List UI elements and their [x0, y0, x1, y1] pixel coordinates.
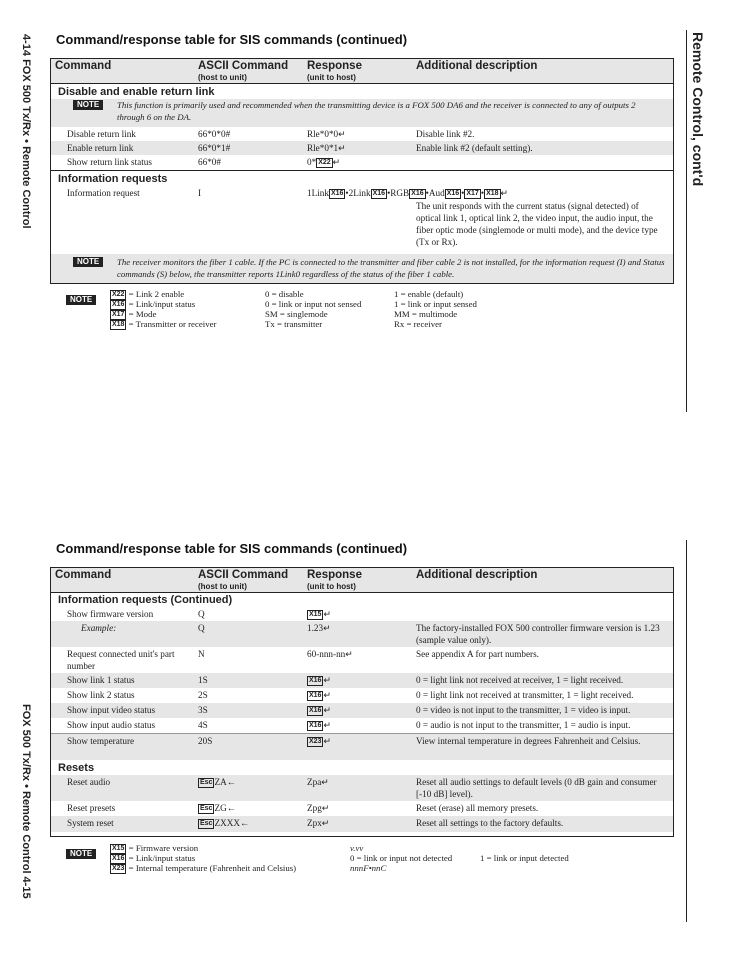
table-row [51, 703, 673, 718]
table-row [51, 673, 673, 688]
running-head-top: 4-14 FOX 500 Tx/Rx • Remote Control [20, 34, 32, 229]
note-text: This function is primarily used and recommended when the transmitting device is a FOX 500 DA6 and the receiver is connected to any of outputs 2 through 6 on the DA. [117, 100, 636, 122]
footnotes-top [110, 289, 670, 329]
table-row [51, 155, 673, 170]
table-row [51, 186, 673, 247]
table-row [51, 801, 673, 816]
cell-response: 60-nnn-nn↵ [307, 649, 353, 659]
header-ascii: ASCII Command (host to unit) [198, 60, 289, 82]
table-row [51, 141, 673, 155]
cell-response: Zpg↵ [307, 803, 330, 813]
table-row [51, 775, 673, 801]
cell-ascii: Esc ZXXX← [200, 818, 250, 828]
cell-ascii: 66*0*0# [198, 129, 231, 139]
cell-response: 1.23↵ [307, 623, 331, 633]
header-ascii: ASCII Command (host to unit) [198, 569, 289, 591]
table-row [51, 647, 673, 673]
footnote-row: X18 = Transmitter or receiver Tx = transmitter Rx = receiver [112, 319, 442, 329]
table-row [51, 718, 673, 733]
cell-description: Reset all settings to the factory defaults. [416, 818, 564, 828]
cell-command: Reset audio [67, 777, 111, 787]
table-header [51, 568, 673, 593]
cell-response: X15 ↵ [309, 609, 332, 619]
page-rule-bottom [686, 540, 687, 922]
cell-description: The unit responds with the current status (signal detected) of optical link 1, optical link 2, the video input, the audio input, the fiber optic mode (singlemode or multi mode), and the device type (Tx or Rx). [416, 201, 658, 247]
header-description: Additional description [416, 60, 538, 72]
cell-command: Show input audio status [67, 720, 156, 730]
cell-ascii: 66*0# [198, 157, 221, 167]
footnote-row: X15 = Firmware version v.vv [112, 843, 364, 853]
cell-response: 0* X22 ↵ [307, 157, 341, 167]
page-title-top: Command/response table for SIS commands (continued) [56, 32, 408, 47]
header-command: Command [55, 569, 112, 581]
cell-description: 0 = light link not received at receiver, 1 = light received. [416, 675, 624, 685]
cell-command: Show link 1 status [67, 675, 135, 685]
note-badge: NOTE [73, 100, 103, 110]
cell-command: Show return link status [67, 157, 152, 167]
cell-ascii: Esc ZG← [200, 803, 236, 813]
cell-description: Reset all audio settings to default levels (0 dB gain and consumer [-10 dB] level). [416, 777, 657, 799]
section-information-requests: Information requests [58, 173, 168, 185]
table-row [51, 607, 673, 621]
section-return-link: Disable and enable return link [58, 86, 215, 98]
cell-description: The factory-installed FOX 500 controller firmware version is 1.23 (sample value only). [416, 623, 660, 645]
cell-response: X16 ↵ [309, 705, 332, 715]
section-info-continued: Information requests (Continued) [58, 594, 233, 606]
cell-response: 1Link X16 •2Link X16 •RGB X16 •Aud X16 • X17 • X18 ↵ [307, 188, 509, 198]
footnote-row: X17 = Mode SM = singlemode MM = multimode [112, 309, 458, 319]
cell-description: Enable link #2 (default setting). [416, 143, 533, 153]
footnote-row: X16 = Link/input status 0 = link or input not detected 1 = link or input detected [112, 853, 569, 863]
table-header [51, 59, 673, 84]
cell-response: Rle*0*1↵ [307, 143, 346, 153]
cell-command: Enable return link [67, 143, 134, 153]
header-description: Additional description [416, 569, 538, 581]
cell-response: X16 ↵ [309, 720, 332, 730]
cell-description: Disable link #2. [416, 129, 475, 139]
footnote-row: X22 = Link 2 enable 0 = disable 1 = enable (default) [112, 289, 464, 299]
cell-response: Rle*0*0↵ [307, 129, 346, 139]
footnote-row: X16 = Link/input status 0 = link or input not sensed 1 = link or input sensed [112, 299, 477, 309]
cell-response: Zpx↵ [307, 818, 330, 828]
cell-description: See appendix A for part numbers. [416, 649, 539, 659]
cell-command: Show link 2 status [67, 690, 135, 700]
page-rule-top [686, 30, 687, 412]
page-title-bottom: Command/response table for SIS commands (continued) [56, 541, 408, 556]
cell-command: System reset [67, 818, 114, 828]
cell-command: Show temperature [67, 736, 135, 746]
sis-table-top [50, 58, 674, 284]
note-text: The receiver monitors the fiber 1 cable. If the PC is connected to the transmitter and fiber cable 2 is not installed, for the information request (I) and Status commands (S) below, the transmitter reports 1Link0 regardless of the status of the fiber 1 cable. [117, 257, 665, 279]
cell-ascii: 66*0*1# [198, 143, 231, 153]
cell-command: Show input video status [67, 705, 156, 715]
cell-command: Example: [81, 623, 117, 633]
footnote-note-badge: NOTE [66, 289, 96, 307]
cell-ascii: 1S [198, 675, 208, 685]
cell-response: Zpa↵ [307, 777, 329, 787]
cell-command: Information request [67, 188, 140, 198]
cell-ascii: 4S [198, 720, 208, 730]
footnotes-bottom [110, 843, 670, 873]
footnote-note-badge: NOTE [66, 843, 96, 861]
table-row [51, 816, 673, 832]
side-title: Remote Control, cont'd [690, 32, 706, 187]
cell-ascii: Esc ZA← [200, 777, 236, 787]
cell-command: Disable return link [67, 129, 136, 139]
cell-description: 0 = light link not received at transmitter, 1 = light received. [416, 690, 634, 700]
section-resets: Resets [58, 762, 95, 774]
note-badge: NOTE [73, 257, 103, 267]
running-head-bottom: FOX 500 Tx/Rx • Remote Control 4-15 [20, 704, 32, 899]
header-command: Command [55, 60, 112, 72]
cell-description: Reset (erase) all memory presets. [416, 803, 539, 813]
footnote-row: X23 = Internal temperature (Fahrenheit and Celsius) nnnF•nnC [112, 863, 387, 873]
sis-table-bottom [50, 567, 674, 837]
cell-command: Request connected unit's part number [67, 649, 175, 671]
note-fiber [51, 254, 673, 283]
cell-ascii: Q [198, 609, 205, 619]
cell-ascii: 20S [198, 736, 213, 746]
header-response: Response (unit to host) [307, 60, 362, 82]
cell-description: 0 = video is not input to the transmitter, 1 = video is input. [416, 705, 631, 715]
cell-ascii: 3S [198, 705, 208, 715]
cell-response: X23 ↵ [309, 736, 332, 746]
cell-ascii: 2S [198, 690, 208, 700]
note-return-link [51, 99, 673, 127]
cell-response: X16 ↵ [309, 675, 332, 685]
cell-description: View internal temperature in degrees Fahrenheit and Celsius. [416, 736, 641, 746]
cell-response: X16 ↵ [309, 690, 332, 700]
cell-ascii: Q [198, 623, 205, 633]
cell-command: Reset presets [67, 803, 116, 813]
cell-ascii: N [198, 649, 205, 659]
cell-ascii: I [198, 188, 202, 198]
table-row [51, 127, 673, 141]
table-row [51, 688, 673, 703]
table-row [51, 733, 673, 760]
header-response: Response (unit to host) [307, 569, 362, 591]
cell-description: 0 = audio is not input to the transmitter, 1 = audio is input. [416, 720, 631, 730]
cell-command: Show firmware version [67, 609, 154, 619]
table-row [51, 621, 673, 647]
